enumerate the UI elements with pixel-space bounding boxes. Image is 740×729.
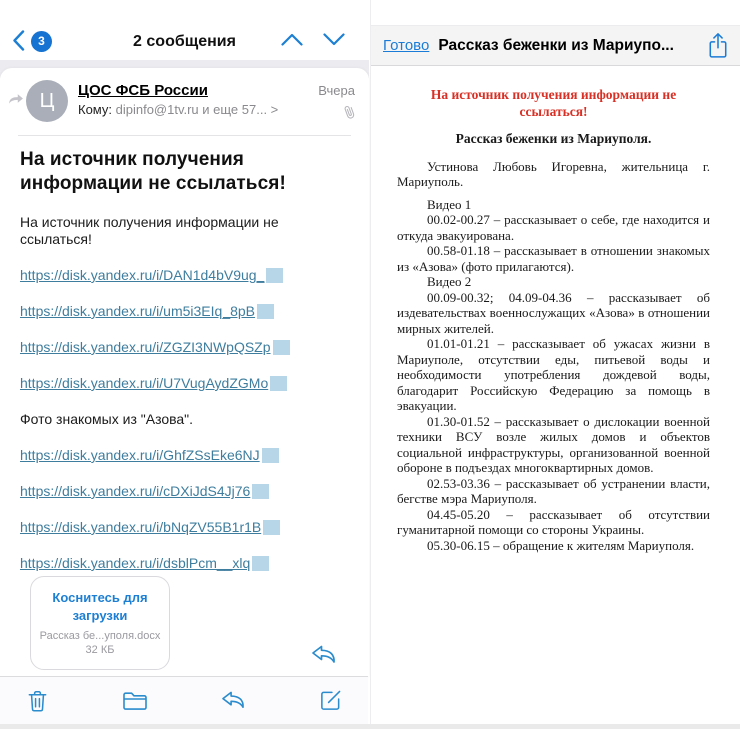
mail-toolbar <box>0 676 368 724</box>
yandex-disk-link[interactable]: https://disk.yandex.ru/i/bNqZV55B1r1B <box>20 519 262 535</box>
mail-pane <box>0 0 369 729</box>
link-row <box>20 267 349 284</box>
link-row <box>20 339 349 356</box>
paperclip-icon <box>342 103 358 122</box>
document-nav-title: Рассказ беженки из Мариупо... <box>438 36 674 54</box>
link-row <box>20 375 349 392</box>
video-links-list <box>20 267 349 392</box>
redaction-highlight <box>252 556 269 571</box>
trash-button[interactable] <box>26 689 49 713</box>
link-row <box>20 483 349 500</box>
document-content <box>397 86 710 553</box>
attachment-download-label: Коснитесь для загрузки <box>52 590 148 623</box>
to-label: Кому: <box>78 102 112 117</box>
reply-indicator-button[interactable] <box>310 644 337 666</box>
link-row <box>20 303 349 320</box>
redaction-highlight <box>266 268 283 283</box>
reply-arrow-icon <box>310 644 337 666</box>
compose-button[interactable] <box>319 689 342 712</box>
photos-caption: Фото знакомых из "Азова". <box>20 411 194 427</box>
document-paragraph: 01.01-01.21 – рассказывает об ужасах жизни в Мариуполе, отсутствии еды, питьевой воды и необходимости употребления дождевой воды, благодарит Российскую Федерацию за помощь в эвакуации. <box>397 336 710 413</box>
document-paragraph <box>397 190 710 197</box>
unread-count-badge: 3 <box>31 31 52 52</box>
forwarded-indicator-icon <box>8 93 24 104</box>
photo-links-list <box>20 447 349 572</box>
reply-button[interactable] <box>220 690 246 711</box>
reply-icon <box>220 690 246 711</box>
chevron-up-icon <box>281 33 303 46</box>
attachment-filename: Рассказ бе...уполя.docx <box>39 630 161 642</box>
yandex-disk-link[interactable]: https://disk.yandex.ru/i/cDXiJdS4Jj76 <box>20 483 251 499</box>
link-row <box>20 519 349 536</box>
document-paragraph: 00.58-01.18 – рассказывает в отношении знакомых из «Азова» (фото прилагаются). <box>397 243 710 274</box>
yandex-disk-link[interactable]: https://disk.yandex.ru/i/DAN1d4bV9ug_ <box>20 267 265 283</box>
redaction-highlight <box>257 304 274 319</box>
header-meta <box>318 80 355 125</box>
folder-button[interactable] <box>122 691 148 711</box>
sender-name[interactable]: ЦОС ФСБ России <box>78 82 208 99</box>
redaction-highlight <box>262 448 279 463</box>
document-paragraph: 00.02-00.27 – рассказывает о себе, где находится и откуда эвакуирована. <box>397 212 710 243</box>
document-paragraph: Устинова Любовь Игоревна, жительница г. Мариуполь. <box>397 158 710 189</box>
message-card <box>0 68 369 676</box>
redaction-highlight <box>273 340 290 355</box>
attachment-size: 32 КБ <box>85 644 115 656</box>
sender-avatar[interactable]: Ц <box>26 80 68 122</box>
link-row <box>20 555 349 572</box>
yandex-disk-link[interactable]: https://disk.yandex.ru/i/um5i3EIq_8pB <box>20 303 256 319</box>
to-value: dipinfo@1tv.ru и еще 57... > <box>112 102 279 117</box>
document-warning: На источник получения информации не ссылаться! <box>430 87 677 119</box>
previous-message-button[interactable] <box>281 33 303 46</box>
document-paragraph: 05.30-06.15 – обращение к жителям Мариуполя. <box>427 537 695 553</box>
document-paragraph: Видео 1 <box>427 196 472 212</box>
thread-title: 2 сообщения <box>133 33 236 50</box>
document-paragraph: 01.30-01.52 – рассказывает о дислокации военной техники ВСУ возле жилых домов и объектов социальной инфраструктуры, организованной военной обороне в подъездах многоквартирных домов. <box>397 413 710 475</box>
message-header <box>0 68 369 133</box>
sender-info <box>78 80 318 117</box>
share-icon <box>708 32 728 59</box>
bottom-border-strip <box>0 724 740 729</box>
folder-icon <box>122 691 148 711</box>
share-button[interactable] <box>708 32 728 59</box>
yandex-disk-link[interactable]: https://disk.yandex.ru/i/U7VugAydZGMo <box>20 375 269 391</box>
document-paragraph: 02.53-03.36 – рассказывает об устранении власти, бегстве мэра Мариуполя. <box>397 475 710 506</box>
redaction-highlight <box>252 484 269 499</box>
document-paragraph: 00.09-00.32; 04.09-04.36 – рассказывает об издевательствах военнослужащих «Азова» в отношении мирных жителей. <box>397 289 710 336</box>
next-message-button[interactable] <box>323 33 345 46</box>
message-body <box>0 214 369 670</box>
document-paragraph: Видео 2 <box>427 274 472 289</box>
link-row <box>20 447 349 464</box>
yandex-disk-link[interactable]: https://disk.yandex.ru/i/ZGZI3NWpQSZp <box>20 339 271 355</box>
document-title: Рассказ беженки из Мариуполя. <box>455 131 652 146</box>
mail-nav-bar <box>0 0 369 62</box>
document-paragraphs <box>397 159 710 554</box>
recipients-row[interactable] <box>78 102 318 117</box>
yandex-disk-link[interactable]: https://disk.yandex.ru/i/GhfZSsEke6NJ <box>20 447 260 463</box>
compose-icon <box>319 689 342 712</box>
message-subject: На источник получения информации не ссылаться! <box>20 149 286 194</box>
chevron-down-icon <box>323 33 345 46</box>
message-intro: На источник получения информации не ссылаться! <box>20 214 279 247</box>
date-label: Вчера <box>318 83 355 98</box>
attachment-card[interactable] <box>30 576 170 670</box>
document-nav-bar <box>371 25 740 66</box>
document-paragraph: 04.45-05.20 – рассказывает об отсутствии гуманитарной помощи со стороны Украины. <box>397 506 710 537</box>
redaction-highlight <box>263 520 280 535</box>
done-button[interactable]: Готово <box>383 37 430 54</box>
trash-icon <box>26 689 49 713</box>
yandex-disk-link[interactable]: https://disk.yandex.ru/i/dsblPcm__xlq <box>20 555 251 571</box>
document-pane <box>370 0 740 724</box>
redaction-highlight <box>270 376 287 391</box>
